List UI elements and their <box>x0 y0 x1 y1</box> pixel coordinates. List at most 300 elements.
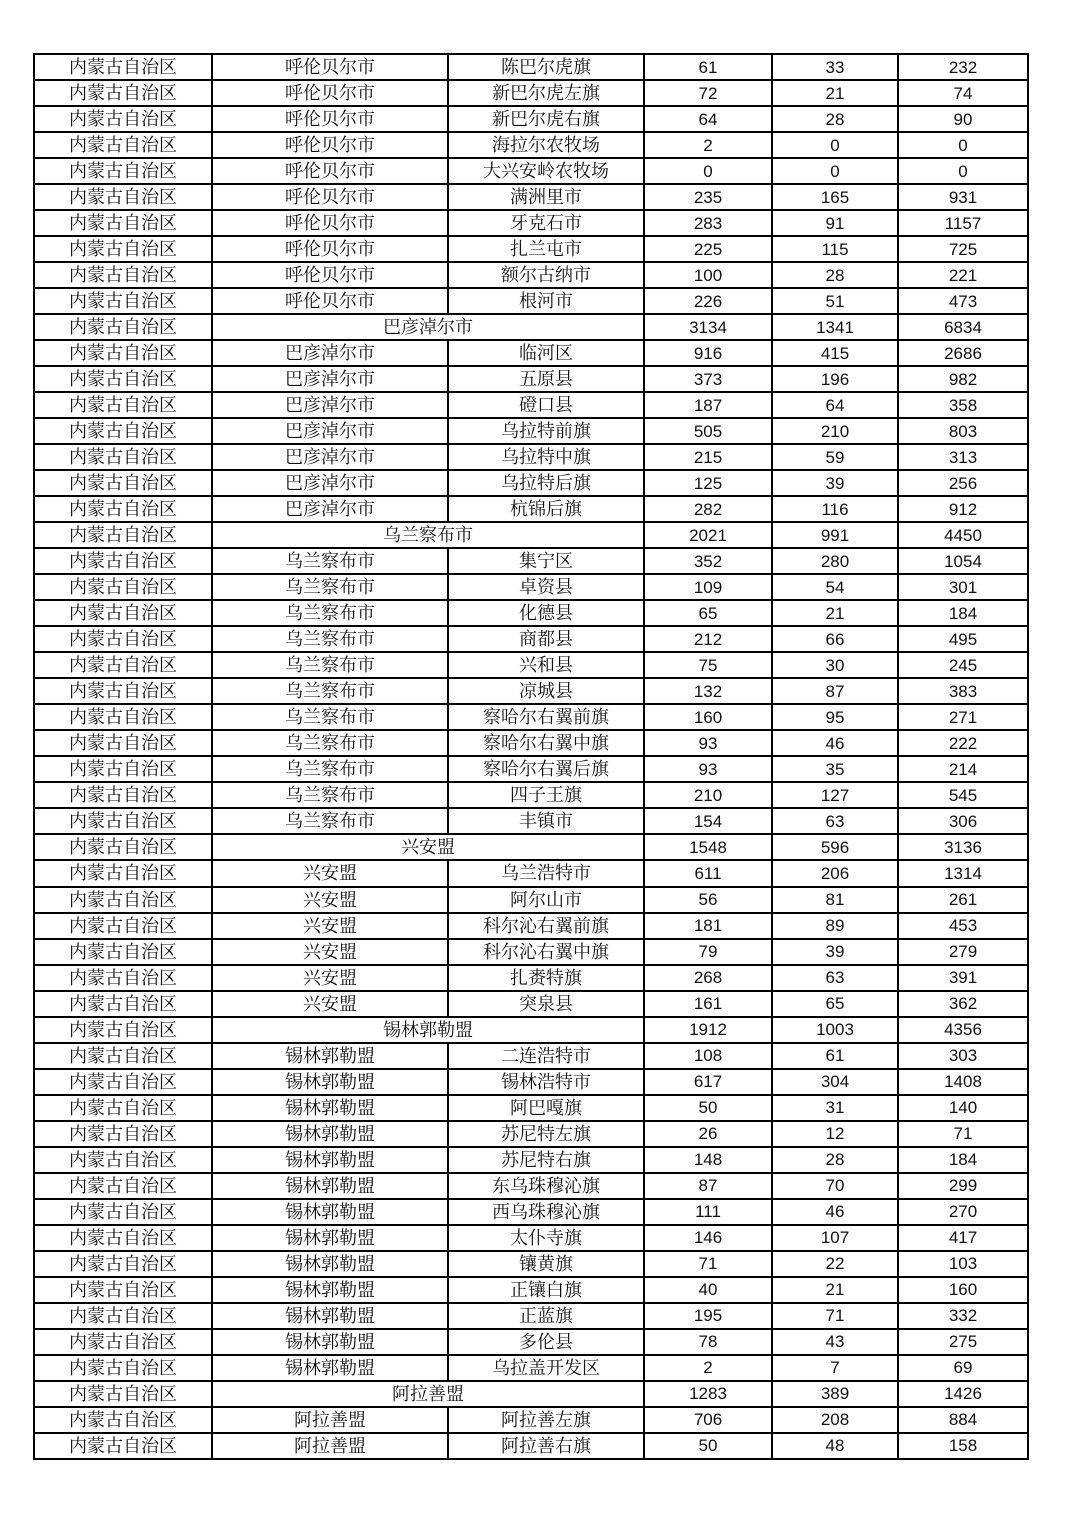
county-cell: 集宁区 <box>448 548 644 574</box>
province-cell: 内蒙古自治区 <box>34 470 212 496</box>
city-cell: 呼伦贝尔市 <box>212 288 448 314</box>
value-cell: 75 <box>644 652 772 678</box>
value-cell: 28 <box>772 1147 898 1173</box>
value-cell: 268 <box>644 965 772 991</box>
value-cell: 40 <box>644 1277 772 1303</box>
value-cell: 116 <box>772 496 898 522</box>
value-cell: 2 <box>644 132 772 158</box>
county-cell: 阿拉善右旗 <box>448 1433 644 1459</box>
province-cell: 内蒙古自治区 <box>34 756 212 782</box>
table-row-city-total <box>34 1017 1028 1043</box>
value-cell: 154 <box>644 808 772 834</box>
value-cell: 210 <box>644 782 772 808</box>
county-cell: 新巴尔虎右旗 <box>448 106 644 132</box>
value-cell: 61 <box>772 1043 898 1069</box>
city-cell: 呼伦贝尔市 <box>212 106 448 132</box>
table-row <box>34 184 1028 210</box>
province-cell: 内蒙古自治区 <box>34 236 212 262</box>
table-row <box>34 236 1028 262</box>
province-cell: 内蒙古自治区 <box>34 80 212 106</box>
table-row-city-total <box>34 314 1028 340</box>
province-cell: 内蒙古自治区 <box>34 1173 212 1199</box>
province-cell: 内蒙古自治区 <box>34 418 212 444</box>
value-cell: 212 <box>644 626 772 652</box>
city-cell: 兴安盟 <box>212 887 448 913</box>
value-cell: 78 <box>644 1329 772 1355</box>
value-cell: 56 <box>644 887 772 913</box>
city-cell: 阿拉善盟 <box>212 1433 448 1459</box>
table-row <box>34 444 1028 470</box>
value-cell: 931 <box>898 184 1028 210</box>
table-row <box>34 1277 1028 1303</box>
province-cell: 内蒙古自治区 <box>34 288 212 314</box>
province-cell: 内蒙古自治区 <box>34 574 212 600</box>
value-cell: 46 <box>772 730 898 756</box>
value-cell: 71 <box>644 1251 772 1277</box>
county-cell: 兴和县 <box>448 652 644 678</box>
value-cell: 28 <box>772 262 898 288</box>
value-cell: 65 <box>644 600 772 626</box>
table-row <box>34 704 1028 730</box>
province-cell: 内蒙古自治区 <box>34 887 212 913</box>
value-cell: 64 <box>772 392 898 418</box>
table-row <box>34 1121 1028 1147</box>
value-cell: 0 <box>772 158 898 184</box>
table-row-city-total <box>34 522 1028 548</box>
value-cell: 373 <box>644 366 772 392</box>
value-cell: 206 <box>772 860 898 886</box>
value-cell: 115 <box>772 236 898 262</box>
table-row <box>34 1433 1028 1459</box>
value-cell: 146 <box>644 1225 772 1251</box>
city-cell: 巴彦淖尔市 <box>212 496 448 522</box>
city-cell: 乌兰察布市 <box>212 808 448 834</box>
county-cell: 海拉尔农牧场 <box>448 132 644 158</box>
province-cell: 内蒙古自治区 <box>34 965 212 991</box>
value-cell: 184 <box>898 600 1028 626</box>
city-cell: 锡林郭勒盟 <box>212 1329 448 1355</box>
value-cell: 280 <box>772 548 898 574</box>
province-cell: 内蒙古自治区 <box>34 54 212 80</box>
city-cell: 乌兰察布市 <box>212 548 448 574</box>
table-row <box>34 730 1028 756</box>
value-cell: 69 <box>898 1355 1028 1381</box>
value-cell: 2021 <box>644 522 772 548</box>
county-cell: 大兴安岭农牧场 <box>448 158 644 184</box>
city-cell: 呼伦贝尔市 <box>212 80 448 106</box>
table-row <box>34 626 1028 652</box>
table-row <box>34 132 1028 158</box>
value-cell: 72 <box>644 80 772 106</box>
table-row <box>34 600 1028 626</box>
value-cell: 50 <box>644 1095 772 1121</box>
value-cell: 87 <box>772 678 898 704</box>
value-cell: 275 <box>898 1329 1028 1355</box>
county-cell: 商都县 <box>448 626 644 652</box>
county-cell: 锡林浩特市 <box>448 1069 644 1095</box>
value-cell: 301 <box>898 574 1028 600</box>
province-cell: 内蒙古自治区 <box>34 626 212 652</box>
table-row <box>34 1329 1028 1355</box>
city-cell: 锡林郭勒盟 <box>212 1069 448 1095</box>
city-cell: 乌兰察布市 <box>212 574 448 600</box>
value-cell: 184 <box>898 1147 1028 1173</box>
value-cell: 282 <box>644 496 772 522</box>
table-row-city-total <box>34 834 1028 860</box>
county-cell: 苏尼特左旗 <box>448 1121 644 1147</box>
county-cell: 科尔沁右翼中旗 <box>448 939 644 965</box>
value-cell: 71 <box>772 1303 898 1329</box>
province-cell: 内蒙古自治区 <box>34 939 212 965</box>
value-cell: 3134 <box>644 314 772 340</box>
value-cell: 383 <box>898 678 1028 704</box>
province-cell: 内蒙古自治区 <box>34 1199 212 1225</box>
value-cell: 214 <box>898 756 1028 782</box>
table-row <box>34 652 1028 678</box>
city-cell: 乌兰察布市 <box>212 600 448 626</box>
table-row <box>34 262 1028 288</box>
city-cell: 呼伦贝尔市 <box>212 236 448 262</box>
value-cell: 51 <box>772 288 898 314</box>
province-cell: 内蒙古自治区 <box>34 496 212 522</box>
value-cell: 303 <box>898 1043 1028 1069</box>
table-row <box>34 574 1028 600</box>
value-cell: 545 <box>898 782 1028 808</box>
province-cell: 内蒙古自治区 <box>34 600 212 626</box>
value-cell: 22 <box>772 1251 898 1277</box>
table-row <box>34 496 1028 522</box>
value-cell: 125 <box>644 470 772 496</box>
province-cell: 内蒙古自治区 <box>34 1303 212 1329</box>
value-cell: 982 <box>898 366 1028 392</box>
county-cell: 二连浩特市 <box>448 1043 644 1069</box>
city-cell: 锡林郭勒盟 <box>212 1199 448 1225</box>
table-row <box>34 1225 1028 1251</box>
province-cell: 内蒙古自治区 <box>34 392 212 418</box>
value-cell: 31 <box>772 1095 898 1121</box>
province-cell: 内蒙古自治区 <box>34 1017 212 1043</box>
province-cell: 内蒙古自治区 <box>34 158 212 184</box>
value-cell: 611 <box>644 860 772 886</box>
value-cell: 256 <box>898 470 1028 496</box>
value-cell: 0 <box>772 132 898 158</box>
city-cell: 乌兰察布市 <box>212 626 448 652</box>
value-cell: 21 <box>772 600 898 626</box>
value-cell: 87 <box>644 1173 772 1199</box>
value-cell: 417 <box>898 1225 1028 1251</box>
table-row <box>34 782 1028 808</box>
value-cell: 63 <box>772 965 898 991</box>
value-cell: 160 <box>898 1277 1028 1303</box>
value-cell: 0 <box>898 132 1028 158</box>
city-cell: 兴安盟 <box>212 991 448 1017</box>
province-cell: 内蒙古自治区 <box>34 913 212 939</box>
value-cell: 46 <box>772 1199 898 1225</box>
county-cell: 乌拉特后旗 <box>448 470 644 496</box>
table-row <box>34 158 1028 184</box>
table-row <box>34 210 1028 236</box>
value-cell: 222 <box>898 730 1028 756</box>
table-row <box>34 1199 1028 1225</box>
province-cell: 内蒙古自治区 <box>34 314 212 340</box>
table-row <box>34 991 1028 1017</box>
province-cell: 内蒙古自治区 <box>34 1355 212 1381</box>
county-cell: 镶黄旗 <box>448 1251 644 1277</box>
value-cell: 221 <box>898 262 1028 288</box>
city-cell: 锡林郭勒盟 <box>212 1225 448 1251</box>
value-cell: 1408 <box>898 1069 1028 1095</box>
value-cell: 21 <box>772 80 898 106</box>
table-row <box>34 913 1028 939</box>
city-cell: 兴安盟 <box>212 913 448 939</box>
value-cell: 473 <box>898 288 1028 314</box>
city-total-cell: 阿拉善盟 <box>212 1381 644 1407</box>
county-cell: 额尔古纳市 <box>448 262 644 288</box>
value-cell: 81 <box>772 887 898 913</box>
city-cell: 呼伦贝尔市 <box>212 210 448 236</box>
county-cell: 科尔沁右翼前旗 <box>448 913 644 939</box>
county-cell: 苏尼特右旗 <box>448 1147 644 1173</box>
value-cell: 1314 <box>898 860 1028 886</box>
value-cell: 1341 <box>772 314 898 340</box>
table-row <box>34 756 1028 782</box>
value-cell: 3136 <box>898 834 1028 860</box>
value-cell: 33 <box>772 54 898 80</box>
province-cell: 内蒙古自治区 <box>34 132 212 158</box>
table-row <box>34 366 1028 392</box>
city-cell: 锡林郭勒盟 <box>212 1355 448 1381</box>
city-cell: 巴彦淖尔市 <box>212 444 448 470</box>
value-cell: 160 <box>644 704 772 730</box>
table-row <box>34 1043 1028 1069</box>
value-cell: 0 <box>898 158 1028 184</box>
value-cell: 181 <box>644 913 772 939</box>
value-cell: 95 <box>772 704 898 730</box>
value-cell: 596 <box>772 834 898 860</box>
county-cell: 四子王旗 <box>448 782 644 808</box>
value-cell: 304 <box>772 1069 898 1095</box>
city-cell: 呼伦贝尔市 <box>212 158 448 184</box>
value-cell: 495 <box>898 626 1028 652</box>
statistics-table <box>33 53 1029 1460</box>
city-cell: 锡林郭勒盟 <box>212 1251 448 1277</box>
value-cell: 61 <box>644 54 772 80</box>
county-cell: 乌拉特中旗 <box>448 444 644 470</box>
table-row <box>34 1147 1028 1173</box>
value-cell: 4450 <box>898 522 1028 548</box>
city-cell: 兴安盟 <box>212 965 448 991</box>
city-cell: 呼伦贝尔市 <box>212 184 448 210</box>
table-row <box>34 288 1028 314</box>
province-cell: 内蒙古自治区 <box>34 548 212 574</box>
value-cell: 313 <box>898 444 1028 470</box>
value-cell: 991 <box>772 522 898 548</box>
value-cell: 210 <box>772 418 898 444</box>
city-cell: 巴彦淖尔市 <box>212 392 448 418</box>
province-cell: 内蒙古自治区 <box>34 444 212 470</box>
value-cell: 225 <box>644 236 772 262</box>
table-row <box>34 1251 1028 1277</box>
province-cell: 内蒙古自治区 <box>34 1433 212 1459</box>
value-cell: 725 <box>898 236 1028 262</box>
city-cell: 锡林郭勒盟 <box>212 1121 448 1147</box>
value-cell: 90 <box>898 106 1028 132</box>
table-row-city-total <box>34 1381 1028 1407</box>
province-cell: 内蒙古自治区 <box>34 522 212 548</box>
county-cell: 察哈尔右翼中旗 <box>448 730 644 756</box>
value-cell: 7 <box>772 1355 898 1381</box>
province-cell: 内蒙古自治区 <box>34 1329 212 1355</box>
county-cell: 突泉县 <box>448 991 644 1017</box>
value-cell: 453 <box>898 913 1028 939</box>
city-cell: 乌兰察布市 <box>212 704 448 730</box>
province-cell: 内蒙古自治区 <box>34 210 212 236</box>
value-cell: 299 <box>898 1173 1028 1199</box>
province-cell: 内蒙古自治区 <box>34 1381 212 1407</box>
city-cell: 巴彦淖尔市 <box>212 366 448 392</box>
city-cell: 锡林郭勒盟 <box>212 1303 448 1329</box>
value-cell: 884 <box>898 1407 1028 1433</box>
value-cell: 208 <box>772 1407 898 1433</box>
table-row <box>34 1407 1028 1433</box>
value-cell: 1912 <box>644 1017 772 1043</box>
table-row <box>34 340 1028 366</box>
value-cell: 26 <box>644 1121 772 1147</box>
value-cell: 358 <box>898 392 1028 418</box>
table-row <box>34 939 1028 965</box>
value-cell: 28 <box>772 106 898 132</box>
county-cell: 扎赉特旗 <box>448 965 644 991</box>
value-cell: 127 <box>772 782 898 808</box>
value-cell: 103 <box>898 1251 1028 1277</box>
value-cell: 66 <box>772 626 898 652</box>
city-cell: 锡林郭勒盟 <box>212 1043 448 1069</box>
value-cell: 270 <box>898 1199 1028 1225</box>
value-cell: 74 <box>898 80 1028 106</box>
value-cell: 1003 <box>772 1017 898 1043</box>
value-cell: 30 <box>772 652 898 678</box>
value-cell: 109 <box>644 574 772 600</box>
value-cell: 6834 <box>898 314 1028 340</box>
table-row <box>34 887 1028 913</box>
value-cell: 54 <box>772 574 898 600</box>
value-cell: 35 <box>772 756 898 782</box>
county-cell: 化德县 <box>448 600 644 626</box>
value-cell: 39 <box>772 939 898 965</box>
city-total-cell: 兴安盟 <box>212 834 644 860</box>
value-cell: 43 <box>772 1329 898 1355</box>
city-cell: 兴安盟 <box>212 860 448 886</box>
province-cell: 内蒙古自治区 <box>34 366 212 392</box>
value-cell: 0 <box>644 158 772 184</box>
province-cell: 内蒙古自治区 <box>34 1043 212 1069</box>
city-cell: 乌兰察布市 <box>212 678 448 704</box>
county-cell: 扎兰屯市 <box>448 236 644 262</box>
value-cell: 1054 <box>898 548 1028 574</box>
value-cell: 100 <box>644 262 772 288</box>
value-cell: 108 <box>644 1043 772 1069</box>
city-cell: 锡林郭勒盟 <box>212 1173 448 1199</box>
county-cell: 正蓝旗 <box>448 1303 644 1329</box>
county-cell: 新巴尔虎左旗 <box>448 80 644 106</box>
city-cell: 兴安盟 <box>212 939 448 965</box>
province-cell: 内蒙古自治区 <box>34 340 212 366</box>
table-row <box>34 678 1028 704</box>
province-cell: 内蒙古自治区 <box>34 652 212 678</box>
value-cell: 158 <box>898 1433 1028 1459</box>
value-cell: 332 <box>898 1303 1028 1329</box>
county-cell: 满洲里市 <box>448 184 644 210</box>
value-cell: 2686 <box>898 340 1028 366</box>
city-total-cell: 锡林郭勒盟 <box>212 1017 644 1043</box>
value-cell: 91 <box>772 210 898 236</box>
value-cell: 140 <box>898 1095 1028 1121</box>
county-cell: 乌拉盖开发区 <box>448 1355 644 1381</box>
value-cell: 391 <box>898 965 1028 991</box>
value-cell: 70 <box>772 1173 898 1199</box>
value-cell: 148 <box>644 1147 772 1173</box>
value-cell: 617 <box>644 1069 772 1095</box>
value-cell: 1426 <box>898 1381 1028 1407</box>
county-cell: 阿拉善左旗 <box>448 1407 644 1433</box>
value-cell: 279 <box>898 939 1028 965</box>
province-cell: 内蒙古自治区 <box>34 1121 212 1147</box>
city-cell: 巴彦淖尔市 <box>212 340 448 366</box>
province-cell: 内蒙古自治区 <box>34 1147 212 1173</box>
province-cell: 内蒙古自治区 <box>34 1069 212 1095</box>
table-row <box>34 418 1028 444</box>
county-cell: 卓资县 <box>448 574 644 600</box>
value-cell: 187 <box>644 392 772 418</box>
value-cell: 48 <box>772 1433 898 1459</box>
value-cell: 165 <box>772 184 898 210</box>
city-cell: 锡林郭勒盟 <box>212 1095 448 1121</box>
county-cell: 阿尔山市 <box>448 887 644 913</box>
value-cell: 306 <box>898 808 1028 834</box>
table-row <box>34 1303 1028 1329</box>
city-cell: 乌兰察布市 <box>212 730 448 756</box>
table-row <box>34 1173 1028 1199</box>
county-cell: 根河市 <box>448 288 644 314</box>
value-cell: 64 <box>644 106 772 132</box>
value-cell: 12 <box>772 1121 898 1147</box>
county-cell: 东乌珠穆沁旗 <box>448 1173 644 1199</box>
value-cell: 1283 <box>644 1381 772 1407</box>
city-cell: 锡林郭勒盟 <box>212 1147 448 1173</box>
value-cell: 107 <box>772 1225 898 1251</box>
value-cell: 195 <box>644 1303 772 1329</box>
value-cell: 50 <box>644 1433 772 1459</box>
county-cell: 正镶白旗 <box>448 1277 644 1303</box>
county-cell: 杭锦后旗 <box>448 496 644 522</box>
value-cell: 39 <box>772 470 898 496</box>
city-cell: 阿拉善盟 <box>212 1407 448 1433</box>
province-cell: 内蒙古自治区 <box>34 704 212 730</box>
value-cell: 706 <box>644 1407 772 1433</box>
table-row <box>34 1355 1028 1381</box>
value-cell: 389 <box>772 1381 898 1407</box>
city-cell: 呼伦贝尔市 <box>212 262 448 288</box>
county-cell: 察哈尔右翼前旗 <box>448 704 644 730</box>
province-cell: 内蒙古自治区 <box>34 1277 212 1303</box>
table-row <box>34 54 1028 80</box>
value-cell: 79 <box>644 939 772 965</box>
county-cell: 多伦县 <box>448 1329 644 1355</box>
province-cell: 内蒙古自治区 <box>34 184 212 210</box>
value-cell: 111 <box>644 1199 772 1225</box>
province-cell: 内蒙古自治区 <box>34 1407 212 1433</box>
value-cell: 232 <box>898 54 1028 80</box>
